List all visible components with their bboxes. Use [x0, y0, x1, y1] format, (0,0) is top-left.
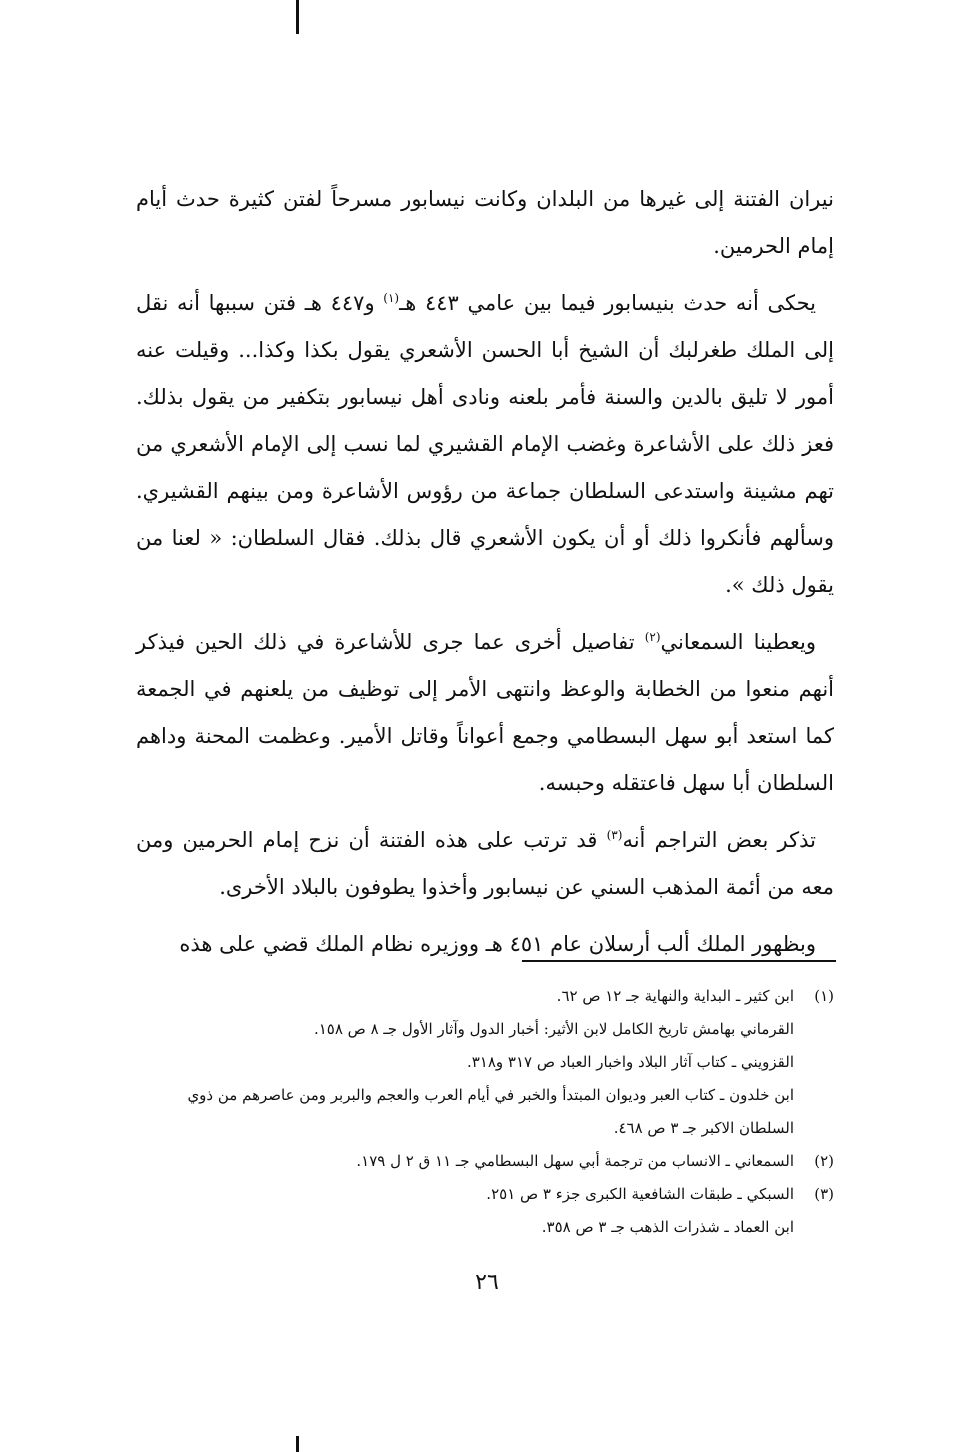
footnote-separator — [522, 960, 836, 962]
paragraph-text: ويعطينا السمعاني — [660, 630, 816, 654]
footnote-line: القزويني ـ كتاب آثار البلاد واخبار العباد ص ٣١٧ و٣١٨. — [466, 1053, 794, 1071]
top-crop-mark — [296, 0, 299, 34]
paragraph-4 — [136, 817, 834, 911]
footnote-reference: (٢) — [644, 630, 661, 644]
paragraph-text: تذكر بعض التراجم أنه — [622, 828, 816, 852]
footnote-number: (٢) — [814, 1152, 834, 1170]
footnote-3 — [136, 1178, 834, 1244]
main-text — [136, 176, 834, 968]
paragraph-1 — [136, 176, 834, 270]
paragraph-3 — [136, 619, 834, 807]
footnote-line: ابن كثير ـ البداية والنهاية جـ ١٢ ص ٦٢. — [556, 987, 794, 1005]
footnote-2 — [136, 1145, 834, 1178]
footnote-body — [136, 1178, 794, 1244]
footnote-line: القرماني بهامش تاريخ الكامل لابن الأثير: أخبار الدول وآثار الأول جـ ٨ ص ١٥٨. — [313, 1020, 794, 1038]
footnote-body — [136, 980, 794, 1145]
footnote-line: ابن العماد ـ شذرات الذهب جـ ٣ ص ٣٥٨. — [541, 1218, 794, 1236]
paragraph-text: وبظهور الملك ألب أرسلان عام ٤٥١ هـ ووزيره نظام الملك قضي على هذه — [179, 932, 816, 956]
paragraph-text: قد ترتب على هذه الفتنة أن نزح إمام الحرمين ومن معه من أئمة المذهب السني عن نيسابور وأخذوا يطوفون بالبلاد الأخرى. — [136, 828, 834, 899]
footnote-number: (١) — [814, 987, 834, 1005]
footnote-number: (٣) — [814, 1185, 834, 1203]
footnote-body — [136, 1145, 794, 1178]
footnote-line: ابن خلدون ـ كتاب العبر وديوان المبتدأ والخبر في أيام العرب والعجم والبربر ومن عاصرهم من ذوي السلطان الاكبر جـ ٣ ص ٤٦٨. — [187, 1086, 794, 1137]
footnote-reference: (١) — [383, 291, 400, 305]
footnote-line: السبكي ـ طبقات الشافعية الكبرى جزء ٣ ص ٢٥١. — [486, 1185, 794, 1203]
footnote-line: السمعاني ـ الانساب من ترجمة أبي سهل البسطامي جـ ١١ ق ٢ ل ١٧٩. — [356, 1152, 794, 1170]
footnotes-section — [136, 980, 834, 1244]
footnote-reference: (٣) — [606, 828, 623, 842]
page-number: ٢٦ — [475, 1270, 499, 1295]
bottom-crop-mark — [296, 1436, 299, 1452]
paragraph-2 — [136, 280, 834, 609]
paragraph-text: نيران الفتنة إلى غيرها من البلدان وكانت نيسابور مسرحاً لفتن كثيرة حدث أيام إمام الحرمين. — [136, 187, 834, 258]
paragraph-text: و٤٤٧ هـ فتن سببها أنه نقل إلى الملك طغرلبك أن الشيخ أبا الحسن الأشعري يقول بكذا وكذا... وقيلت عنه أمور لا تليق بالدين والسنة فأمر بلعنه ونادى أهل نيسابور بتكفير من يقول بذلك. فعز ذلك على الأشاعرة وغضب الإمام القشيري لما نسب إلى الإمام الأشعري من تهم مشينة واستدعى السلطان جماعة من رؤوس الأشاعرة ومن بينهم القشيري. وسألهم فأنكروا ذلك أو أن يكون الأشعري قال بذلك. فقال السلطان: « لعنا من يقول ذلك ». — [136, 291, 834, 597]
footnote-1 — [136, 980, 834, 1145]
paragraph-text: تفاصيل أخرى عما جرى للأشاعرة في ذلك الحين فيذكر أنهم منعوا من الخطابة والوعظ وانتهى الأمر إلى توظيف من يلعنهم في الجمعة كما استعد أبو سهل البسطامي وجمع أعواناً وقاتل الأمير. وعظمت المحنة وداهم السلطان أبا سهل فاعتقله وحبسه. — [136, 630, 834, 795]
paragraph-text: يحكى أنه حدث بنيسابور فيما بين عامي ٤٤٣ هـ — [399, 291, 816, 315]
